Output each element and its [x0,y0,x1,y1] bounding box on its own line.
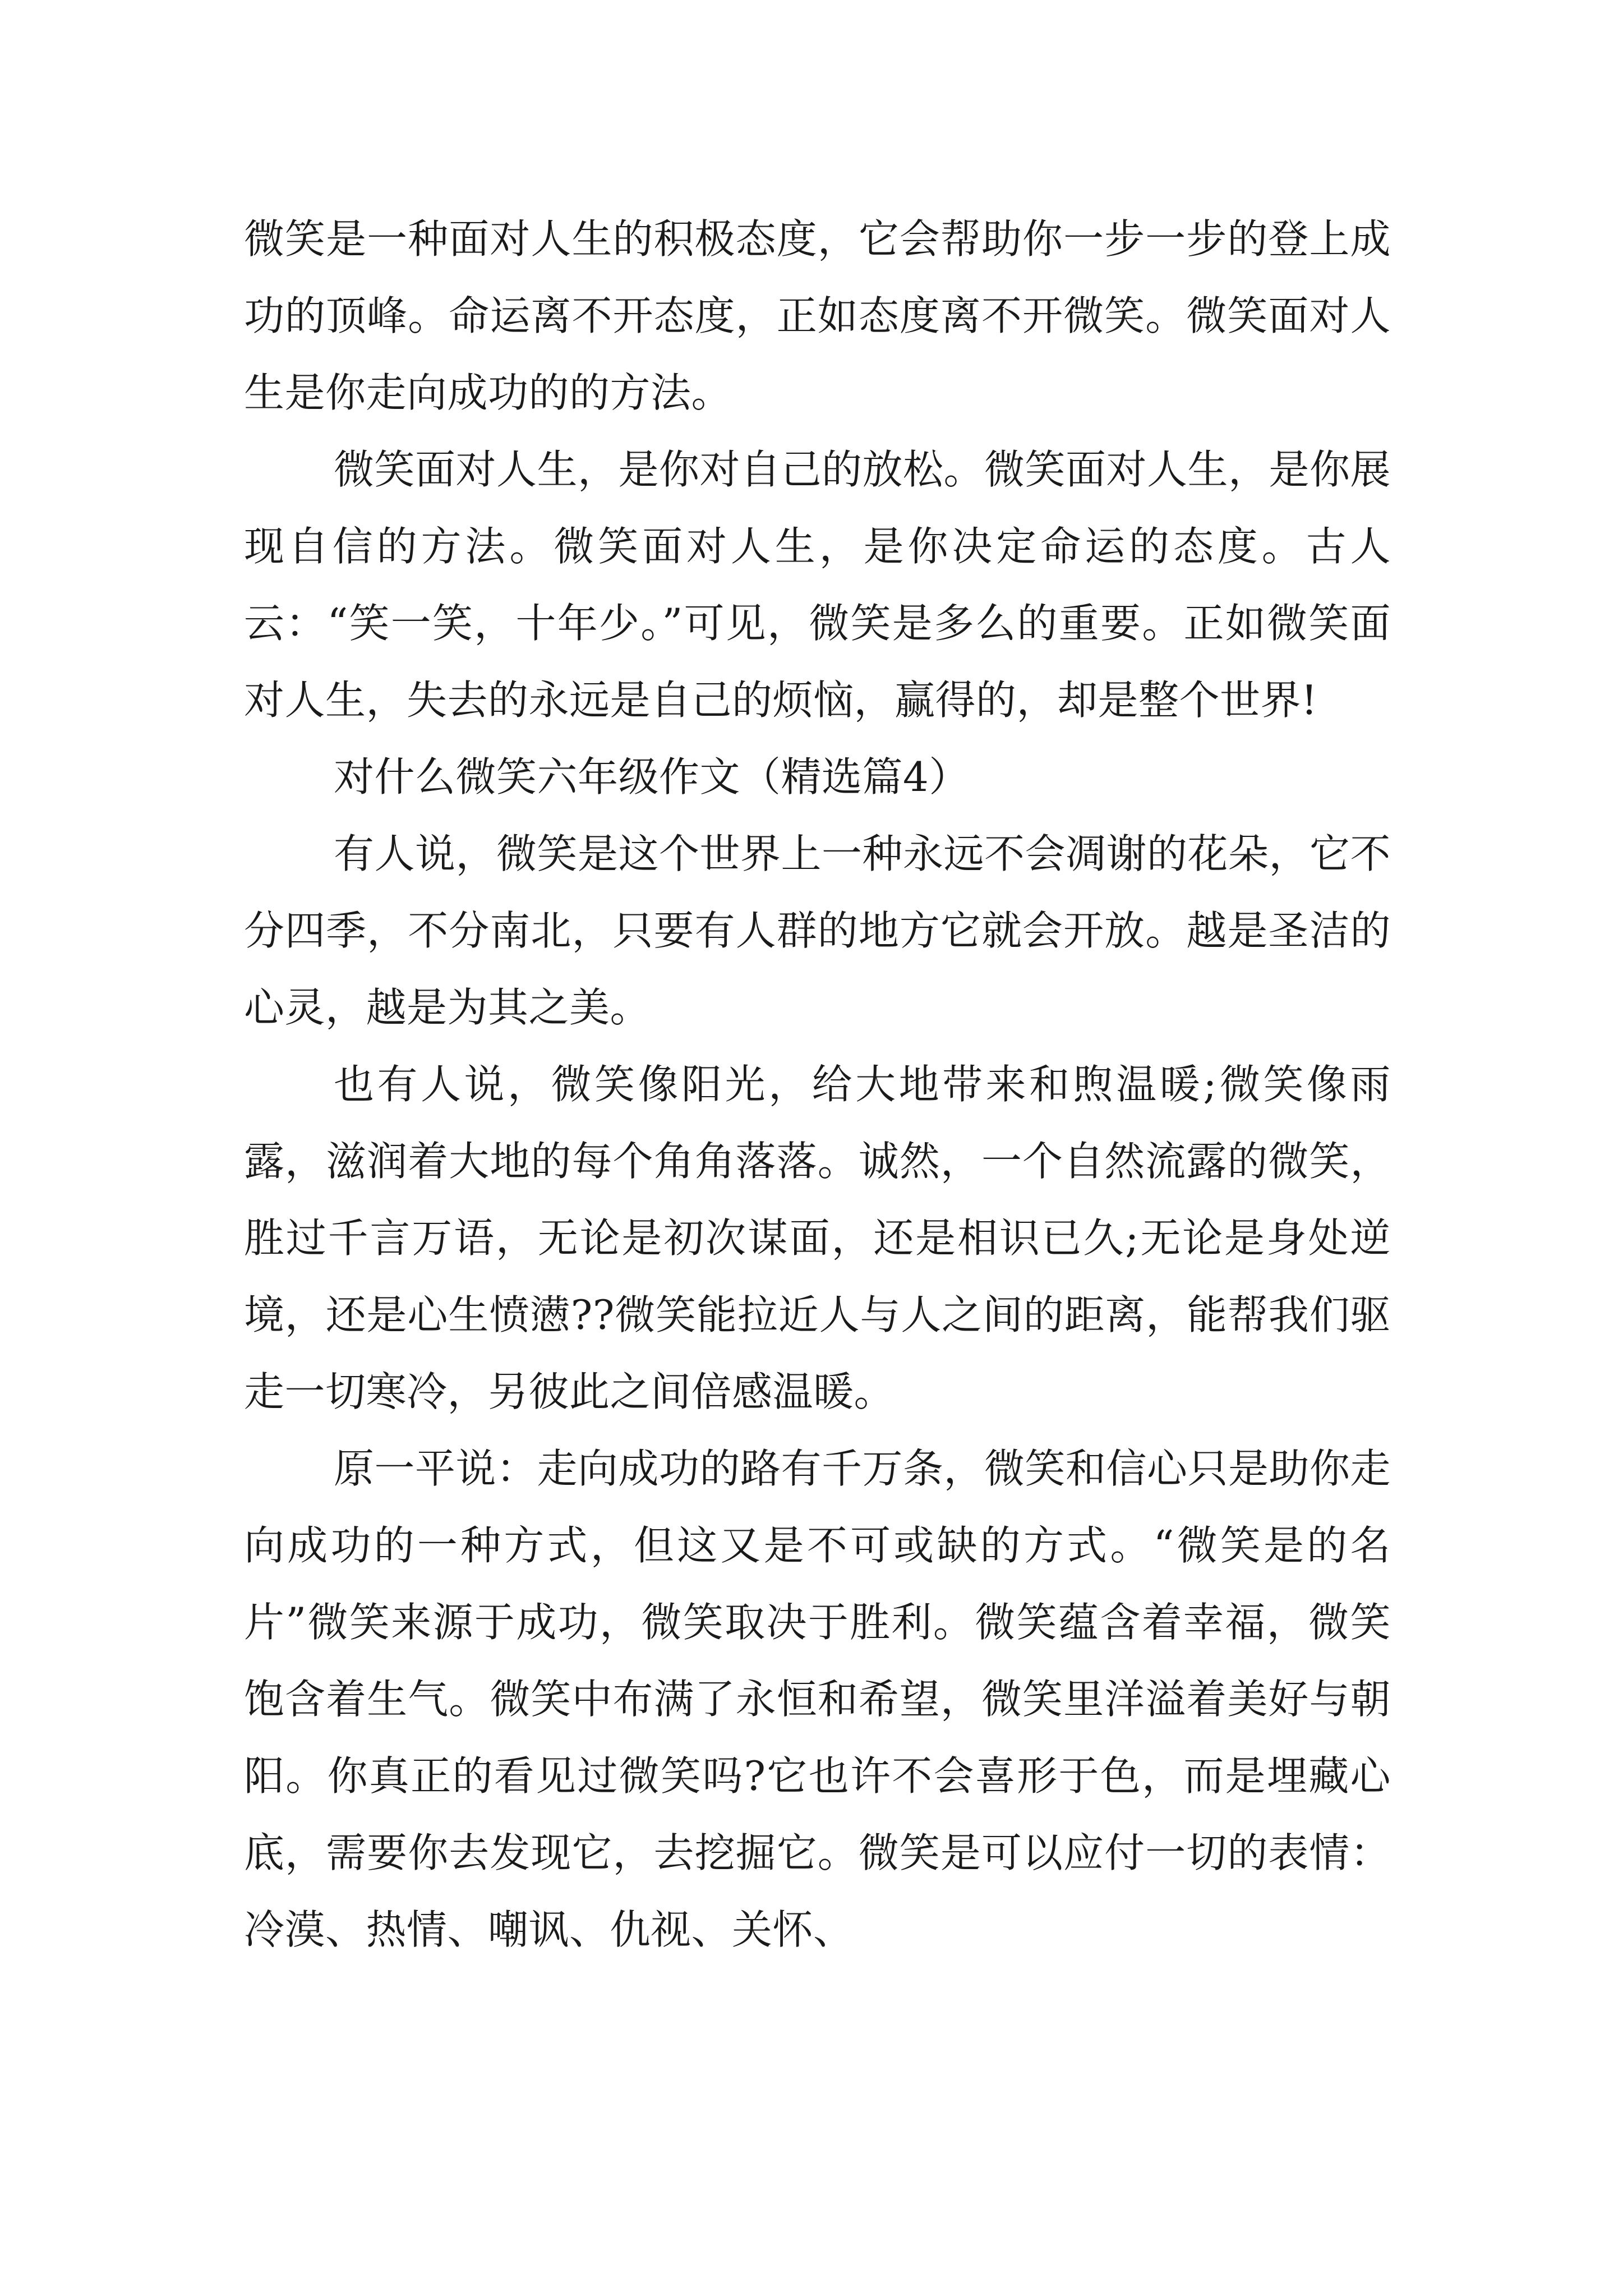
section-heading: 对什么微笑六年级作文（精选篇4） [334,753,970,800]
paragraph-5: 原一平说：走向成功的路有千万条，微笑和信心只是助你走向成功的一种方式，但这又是不可或缺的方式。“微笑是的名片”微笑来源于成功，微笑取决于胜利。微笑蕴含着幸福，微笑饱含着生气。微笑中布满了永恒和希望，微笑里洋溢着美好与朝阳。你真正的看见过微笑吗?它也许不会喜形于色，而是埋藏心底，需要你去发现它，去挖掘它。微笑是可以应付一切的表情：冷漠、热情、嘲讽、仇视、关怀、 [244,1445,1391,1953]
paragraph-4: 也有人说，微笑像阳光，给大地带来和煦温暖;微笑像雨露，滋润着大地的每个角角落落。诚然，一个自然流露的微笑，胜过千言万语，无论是初次谋面，还是相识已久;无论是身处逆境，还是心生愤懑??微笑能拉近人与人之间的距离，能帮我们驱走一切寒冷，另彼此之间倍感温暖。 [244,1061,1391,1415]
paragraph-2: 微笑面对人生，是你对自己的放松。微笑面对人生，是你展现自信的方法。微笑面对人生，是你决定命运的态度。古人云：“笑一笑，十年少。”可见，微笑是多么的重要。正如微笑面对人生，失去的永远是自己的烦恼，赢得的，却是整个世界! [244,446,1391,724]
document-body [244,201,1391,1968]
paragraph-1: 微笑是一种面对人生的积极态度，它会帮助你一步一步的登上成功的顶峰。命运离不开态度，正如态度离不开微笑。微笑面对人生是你走向成功的的方法。 [244,215,1391,416]
paragraph-3: 有人说，微笑是这个世界上一种永远不会凋谢的花朵，它不分四季，不分南北，只要有人群的地方它就会开放。越是圣洁的心灵，越是为其之美。 [244,830,1391,1031]
